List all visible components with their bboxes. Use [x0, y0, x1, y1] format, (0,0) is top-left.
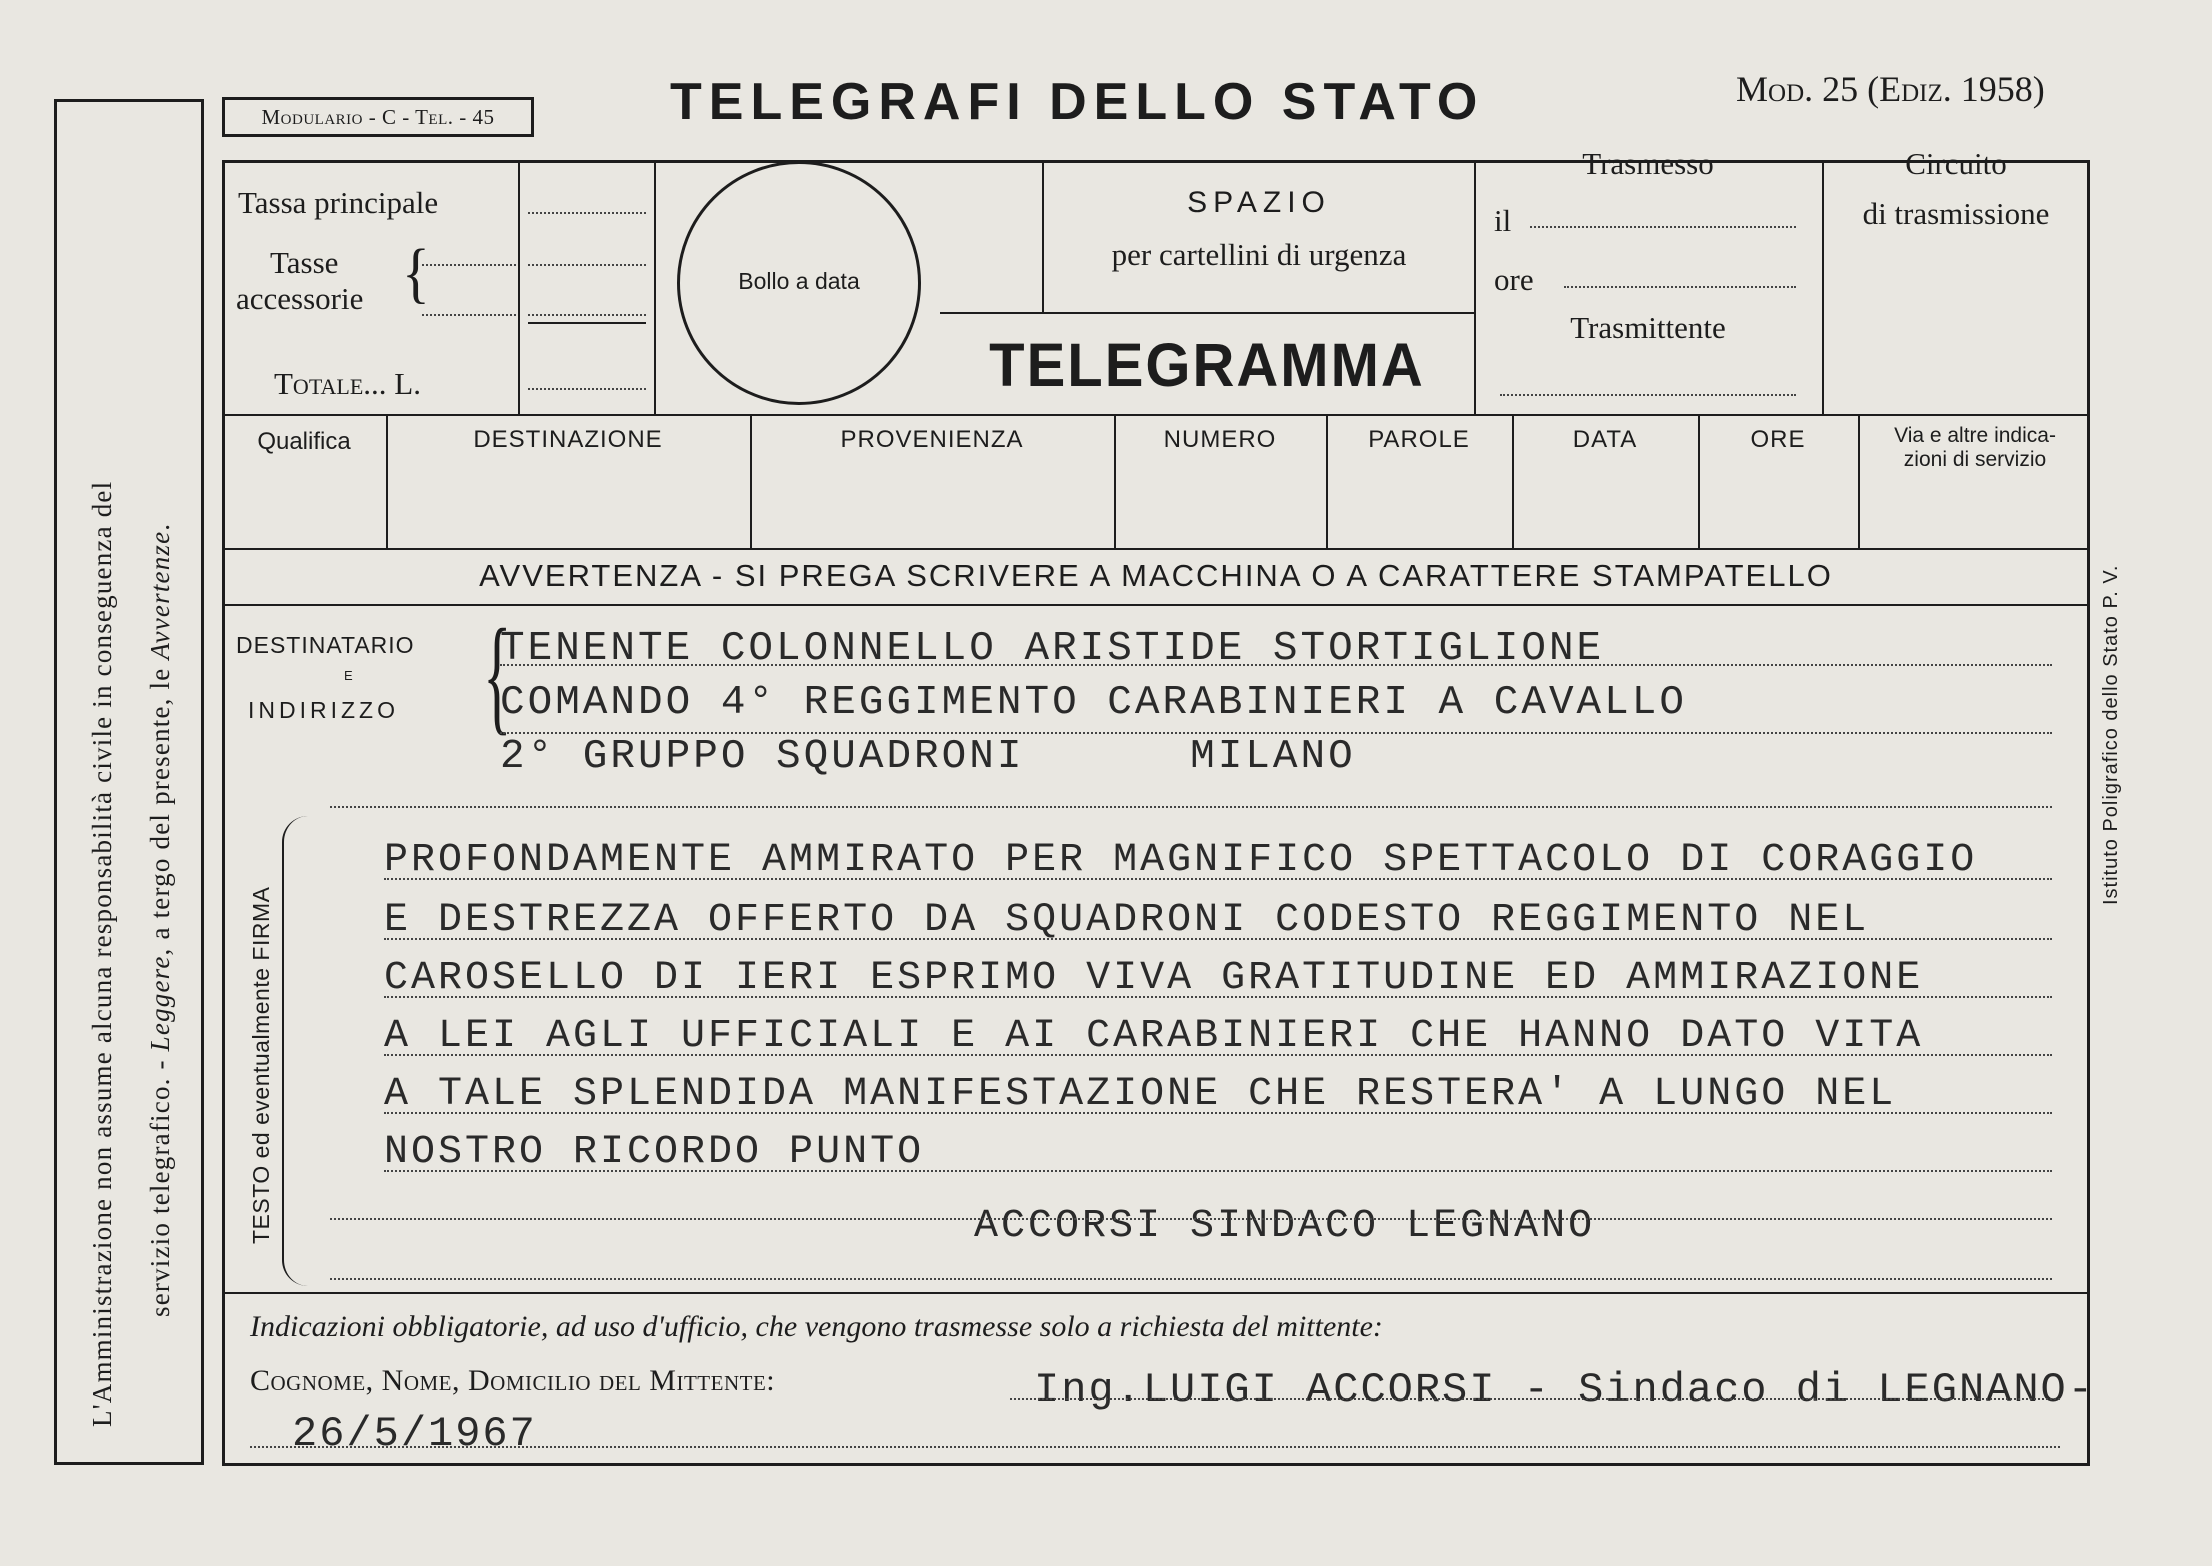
column-parole: PAROLE: [1368, 426, 1470, 453]
recipient-line-1: TENENTE COLONNELLO ARISTIDE STORTIGLIONE: [500, 626, 1605, 672]
column-numero: NUMERO: [1163, 426, 1277, 453]
recipient-label-2: INDIRIZZO: [248, 697, 399, 723]
circuit-label-1: Circuito: [1905, 146, 2007, 181]
body-line-3: CAROSELLO DI IERI ESPRIMO VIVA GRATITUDINE ED AMMIRAZIONE: [384, 956, 1924, 1001]
fee-main-label: Tassa principale: [238, 185, 439, 220]
sender-value: Ing.LUIGI ACCORSI - Sindaco di LEGNANO-: [1034, 1366, 2095, 1414]
form-title: TELEGRAFI DELLO STATO: [670, 73, 1485, 131]
recipient-brace-icon: {: [483, 603, 512, 747]
column-ore: ORE: [1750, 426, 1806, 453]
transmitted-date-label: il: [1494, 203, 1512, 238]
brace-icon: {: [402, 235, 430, 310]
fee-accessory-label-2: accessorie: [236, 281, 364, 316]
body-signature: ACCORSI SINDACO LEGNANO: [974, 1204, 1596, 1249]
transmitter-label: Trasmittente: [1570, 310, 1726, 345]
column-destinazione: DESTINAZIONE: [473, 426, 663, 453]
sender-label: Cognome, Nome, Domicilio del Mittente:: [250, 1364, 776, 1397]
model-edition: Mod. 25 (Ediz. 1958): [1736, 69, 2045, 109]
recipient-line-3: 2° GRUPPO SQUADRONI MILANO: [500, 734, 1356, 780]
typing-warning: AVVERTENZA - SI PREGA SCRIVERE A MACCHINA O A CARATTERE STAMPATELLO: [479, 558, 1833, 593]
recipient-label-e: E: [344, 668, 354, 683]
recipient-line-2: COMANDO 4° REGGIMENTO CARABINIERI A CAVALLO: [500, 680, 1687, 726]
body-brace-icon: [282, 816, 310, 1286]
body-line-4: A LEI AGLI UFFICIALI E AI CARABINIERI CHE HANNO DATO VITA: [384, 1014, 1924, 1059]
body-label: TESTO ed eventualmente FIRMA: [248, 886, 274, 1244]
body-line-6: NOSTRO RICORDO PUNTO: [384, 1130, 925, 1175]
date-stamp-label: Bollo a data: [738, 268, 860, 294]
column-service-notes: Via e altre indica- zioni di servizio: [1894, 424, 2056, 471]
transmitted-label: Trasmesso: [1582, 146, 1714, 181]
column-provenienza: PROVENIENZA: [840, 426, 1024, 453]
fee-accessory-label-1: Tasse: [270, 245, 339, 280]
body-line-2: E DESTREZZA OFFERTO DA SQUADRONI CODESTO REGGIMENTO NEL: [384, 898, 1870, 943]
transmitted-hour-label: ore: [1494, 262, 1534, 297]
recipient-label-1: DESTINATARIO: [236, 632, 415, 658]
fee-total-label: Totale... L.: [274, 366, 421, 401]
circuit-label-2: di trasmissione: [1862, 196, 2050, 231]
column-qualifica: Qualifica: [257, 428, 351, 455]
side-note-line-1: L'Amministrazione non assume alcuna responsabilità civile in conseguenza del: [87, 480, 117, 1427]
modulario-label: Modulario - C - Tel. - 45: [222, 97, 534, 137]
body-line-1: PROFONDAMENTE AMMIRATO PER MAGNIFICO SPETTACOLO DI CORAGGIO: [384, 838, 1978, 883]
telegram-title: TELEGRAMMA: [989, 331, 1425, 400]
side-note-box: [54, 99, 204, 1465]
footer-note: Indicazioni obbligatorie, ad uso d'ufficio, che vengono trasmesse solo a richiesta del mittente:: [250, 1310, 1383, 1343]
sender-date: 26/5/1967: [292, 1410, 537, 1458]
urgency-subtitle: per cartellini di urgenza: [1111, 237, 1407, 272]
side-note-line-2: servizio telegrafico. - Leggere, a tergo del presente, le Avvertenze.: [145, 522, 175, 1317]
urgency-title: SPAZIO: [1187, 186, 1331, 219]
column-data: DATA: [1572, 426, 1638, 453]
body-line-5: A TALE SPLENDIDA MANIFESTAZIONE CHE RESTERA' A LUNGO NEL: [384, 1072, 1897, 1117]
printer-credit: Istituto Poligrafico dello Stato P. V.: [2100, 564, 2122, 905]
